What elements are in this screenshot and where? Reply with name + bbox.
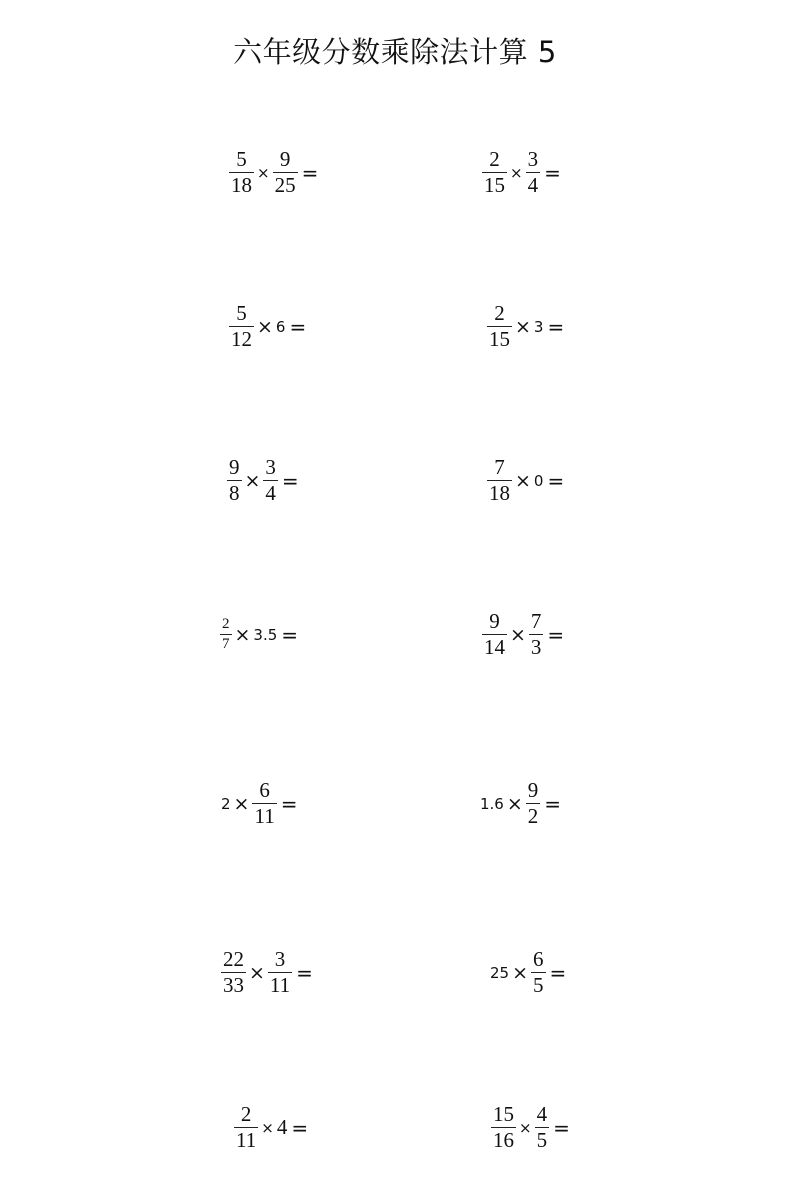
equals-sign: = [547,314,565,339]
integer: 3 [533,317,544,336]
problem-14 [490,1103,570,1152]
times-sign: × [257,163,270,182]
fraction: $\frac{3}{11}$ [269,947,291,997]
fraction: $\frac{15}{16}$ [493,1102,514,1152]
problem-10 [479,779,561,828]
problem-11 [220,948,313,997]
fraction: $\frac{5}{18}$ [231,147,252,197]
decimal: 1.6 [480,794,504,813]
times-sign: × [233,792,250,815]
fraction: $\frac{9}{8}$ [229,455,240,505]
times-sign: × [515,315,531,338]
equals-sign: = [544,791,562,816]
equals-sign: = [301,160,319,185]
worksheet-title: 六年级分数乘除法计算 5 [233,35,557,69]
integer: 0 [533,471,544,490]
fraction: $\frac{2}{11}$ [236,1102,257,1152]
times-sign: × [510,623,526,646]
decimal: 3.5 [253,625,278,644]
fraction: $\frac{6}{5}$ [533,947,544,997]
problem-9 [220,779,297,828]
equals-sign: = [280,791,298,816]
times-sign: × [244,469,261,492]
fraction: $\frac{9}{25}$ [274,147,296,197]
fraction: $\frac{7}{3}$ [530,609,542,659]
problem-12 [489,948,566,997]
integer: 25 [490,963,510,982]
times-sign: × [257,315,273,338]
fraction: $\frac{7}{18}$ [489,455,510,505]
problem-5 [226,456,299,505]
equals-sign: = [281,622,299,647]
equals-sign: = [281,468,299,493]
times-sign: × [512,961,529,984]
problem-1 [228,148,318,197]
equals-sign: = [547,468,565,493]
integer: 4 [276,1115,288,1139]
problem-2 [481,148,561,197]
fraction: $\frac{22}{33}$ [223,947,244,997]
equals-sign: = [553,1115,570,1140]
times-sign: × [506,792,523,815]
equals-sign: = [549,960,567,985]
times-sign: × [261,1118,274,1137]
times-sign: × [249,961,265,984]
fraction: $\frac{3}{4}$ [527,147,539,197]
problem-4 [486,302,564,351]
problem-13 [233,1103,308,1152]
equals-sign: = [291,1115,309,1140]
problem-3 [228,302,306,351]
fraction: $\frac{2}{7}$ [222,616,230,652]
fraction: $\frac{3}{4}$ [265,455,276,505]
fraction: $\frac{2}{15}$ [489,301,510,351]
fraction: $\frac{5}{12}$ [231,301,252,351]
times-sign: × [519,1118,532,1137]
equals-sign: = [547,622,565,647]
equals-sign: = [544,160,561,185]
problem-6 [486,456,564,505]
times-sign: × [510,163,523,182]
times-sign: × [515,469,531,492]
problem-7 [219,616,298,653]
integer: 6 [275,317,286,336]
equals-sign: = [289,314,307,339]
fraction: $\frac{9}{2}$ [527,778,539,828]
times-sign: × [234,623,251,646]
problem-8 [481,610,564,659]
fraction: $\frac{4}{5}$ [536,1102,548,1152]
equals-sign: = [296,960,313,985]
fraction: $\frac{2}{15}$ [484,147,505,197]
fraction: $\frac{6}{11}$ [254,778,275,828]
fraction: $\frac{9}{14}$ [484,609,505,659]
integer: 2 [221,794,231,813]
